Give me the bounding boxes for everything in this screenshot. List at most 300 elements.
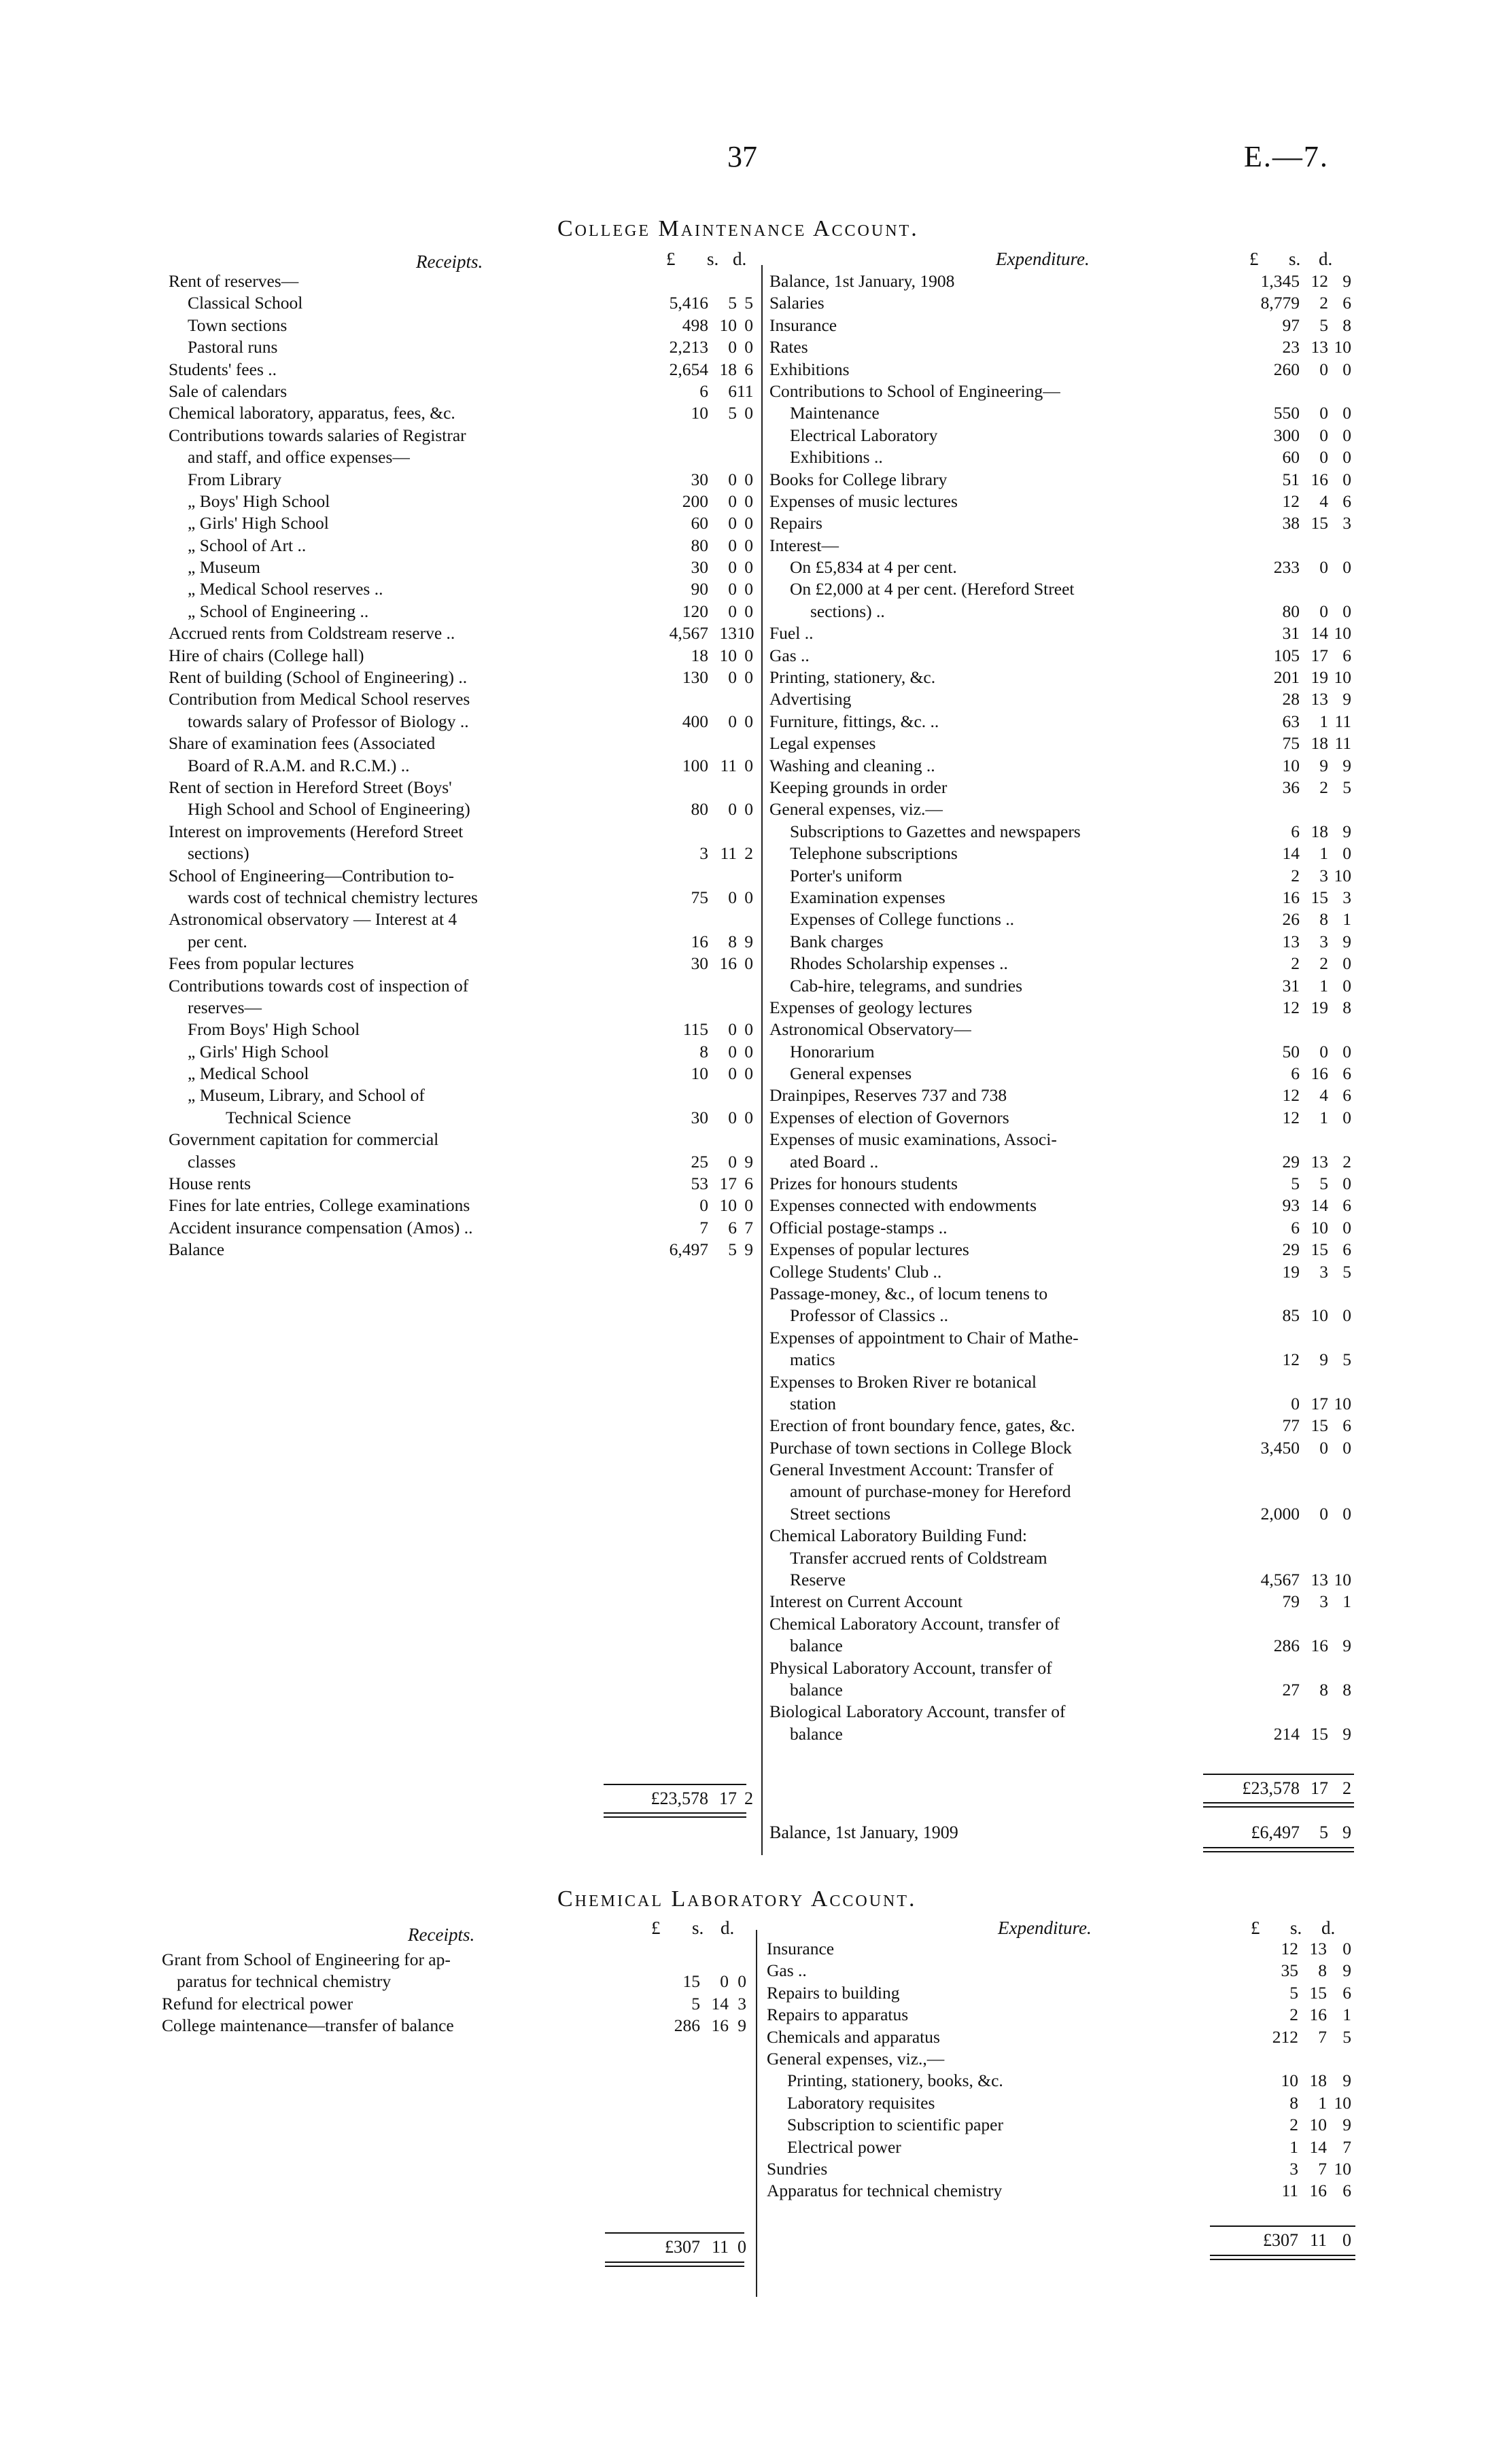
maintenance-receipt-shillings: 0 <box>728 513 737 533</box>
maintenance-receipt-label: Rent of reserves— <box>169 271 299 291</box>
maintenance-expenditure-row <box>769 1041 1354 1063</box>
chemical-expenditure-label: Chemicals and apparatus <box>767 2026 940 2047</box>
maintenance-expenditure-label: Passage-money, &c., of locum tenens to <box>769 1283 1048 1303</box>
maintenance-expenditure-pounds: 3,450 <box>1260 1437 1300 1458</box>
maintenance-receipt-label: Sale of calendars <box>169 381 288 401</box>
chemical-expenditure-pence: 1 <box>1342 2005 1351 2025</box>
maintenance-expenditure-row <box>769 1195 1354 1216</box>
maintenance-receipt-pounds: 30 <box>691 953 708 974</box>
maintenance-expenditure-label: Expenses of geology lectures <box>769 997 973 1017</box>
maintenance-expenditure-label: Expenses of popular lectures <box>769 1239 969 1260</box>
maintenance-expenditure-label: Reserve <box>790 1570 846 1590</box>
maintenance-expenditure-pounds: 201 <box>1273 667 1300 688</box>
maintenance-receipt-label: Board of R.A.M. and R.C.M.) .. <box>188 755 410 775</box>
maintenance-receipt-row <box>169 1063 753 1085</box>
maintenance-expenditure-label: Bank charges <box>790 931 884 951</box>
maintenance-expenditure-row <box>769 1129 1354 1150</box>
maintenance-receipt-pence: 0 <box>744 1107 753 1127</box>
maintenance-expenditure-shillings: 3 <box>1319 1591 1328 1612</box>
maintenance-receipt-row <box>169 292 753 314</box>
chemical-receipt-row <box>162 1993 748 2015</box>
maintenance-receipt-pounds: 5,416 <box>669 293 708 313</box>
maintenance-expenditure-shillings: 0 <box>1319 359 1328 379</box>
chemical-expenditure-shillings: 13 <box>1309 1939 1327 1958</box>
chemical-expenditure-pence: 9 <box>1342 2071 1351 2091</box>
chemical-title: Chemical Laboratory Account. <box>557 1886 917 1912</box>
maintenance-expenditure-shillings: 18 <box>1311 821 1328 841</box>
maintenance-expenditure-label: Drainpipes, Reserves 737 and 738 <box>769 1085 1007 1106</box>
maintenance-receipt-shillings: 0 <box>728 491 737 511</box>
maintenance-receipt-label: „ School of Art .. <box>188 535 307 555</box>
maintenance-receipt-label: „ Girls' High School <box>188 1041 329 1061</box>
maintenance-expenditure-pence: 11 <box>1334 711 1351 731</box>
maintenance-receipt-label: reserves— <box>188 997 262 1017</box>
maintenance-receipt-label: Fees from popular lectures <box>169 953 354 974</box>
maintenance-receipt-row <box>169 997 753 1019</box>
maintenance-receipt-pounds: 200 <box>682 491 708 511</box>
chemical-expenditure-shillings: 15 <box>1309 1982 1327 2003</box>
maintenance-expenditure-pounds: 260 <box>1273 359 1300 379</box>
maintenance-expenditure-label: Porter's uniform <box>790 865 903 885</box>
maintenance-receipt-pounds: 6,497 <box>669 1239 708 1260</box>
maintenance-expenditure-pounds: 5 <box>1291 1174 1300 1194</box>
maintenance-expenditure-pence: 0 <box>1342 975 1351 996</box>
maintenance-expenditure-label: Expenses of music lectures <box>769 491 958 511</box>
chemical-expenditure-shillings: 16 <box>1309 2005 1327 2025</box>
maintenance-receipt-pounds: 16 <box>691 931 708 951</box>
maintenance-expenditure-pounds: 36 <box>1282 777 1300 797</box>
maintenance-expenditure-row <box>769 1239 1354 1261</box>
maintenance-expenditure-label: Expenses of music examinations, Associ- <box>769 1129 1057 1150</box>
maintenance-receipt-shillings: 0 <box>728 1107 737 1127</box>
maintenance-receipt-label: Technical Science <box>226 1107 351 1127</box>
maintenance-receipt-pounds: 0 <box>699 1195 708 1216</box>
maintenance-expenditure-row <box>769 425 1354 446</box>
maintenance-expenditure-pence: 1 <box>1342 1591 1351 1612</box>
maintenance-expenditure-label: Subscriptions to Gazettes and newspapers <box>790 821 1081 841</box>
maintenance-receipt-label: and staff, and office expenses— <box>188 447 410 468</box>
maintenance-expenditure-pounds: 2 <box>1291 865 1300 885</box>
maintenance-expenditure-pence: 0 <box>1342 425 1351 445</box>
maintenance-receipt-pounds: 90 <box>691 579 708 599</box>
maintenance-receipt-row <box>169 578 753 600</box>
maintenance-expenditure-pence: 10 <box>1334 667 1351 688</box>
maintenance-expenditure-shillings: 14 <box>1311 623 1328 644</box>
chemical-receipts-heading: Receipts. <box>408 1924 475 1945</box>
maintenance-receipt-pence: 9 <box>744 1239 753 1260</box>
chemical-expenditure-pence: 0 <box>1342 1939 1351 1958</box>
maintenance-receipt-label: sections) <box>188 843 249 864</box>
maintenance-expenditure-pounds: 2 <box>1291 953 1300 974</box>
maintenance-expenditure-row <box>769 1371 1354 1393</box>
maintenance-receipt-shillings: 0 <box>728 535 737 555</box>
maintenance-expenditure-label: Books for College library <box>769 469 948 489</box>
maintenance-receipt-pence: 9 <box>744 1151 753 1172</box>
maintenance-receipt-row <box>169 535 753 557</box>
maintenance-receipts-total-shillings: 17 <box>719 1789 737 1808</box>
maintenance-expenditure-pence: 9 <box>1342 931 1351 951</box>
maintenance-expenditure-row <box>769 931 1354 953</box>
maintenance-expenditure-pence: 0 <box>1342 1437 1351 1458</box>
maintenance-expenditure-pence: 6 <box>1342 491 1351 511</box>
maintenance-expenditure-pounds: 214 <box>1273 1723 1300 1744</box>
maintenance-expenditure-list <box>769 270 1354 1745</box>
maintenance-expenditure-row <box>769 512 1354 534</box>
maintenance-expenditure-pounds: 85 <box>1282 1305 1300 1326</box>
maintenance-expenditure-row <box>769 1679 1354 1701</box>
maintenance-closing-balance-shillings: 5 <box>1319 1823 1328 1842</box>
maintenance-expenditure-pence: 6 <box>1342 1063 1351 1084</box>
maintenance-receipt-shillings: 0 <box>728 667 737 688</box>
maintenance-expenditure-label: Expenses connected with endowments <box>769 1195 1037 1216</box>
maintenance-expenditure-pence: 0 <box>1342 359 1351 379</box>
maintenance-expenditure-shillings: 17 <box>1311 645 1328 665</box>
maintenance-expenditure-pence: 6 <box>1342 293 1351 313</box>
maintenance-expenditure-label: Physical Laboratory Account, transfer of <box>769 1657 1052 1678</box>
chemical-expenditure-pounds: 2 <box>1289 2115 1298 2135</box>
maintenance-expenditure-pence: 8 <box>1342 315 1351 335</box>
maintenance-receipt-label: classes <box>188 1151 236 1172</box>
maintenance-receipt-shillings: 0 <box>728 887 737 907</box>
maintenance-expenditure-row <box>769 1415 1354 1437</box>
maintenance-expenditure-label: Fuel .. <box>769 623 814 644</box>
maintenance-expenditure-pence: 8 <box>1342 1680 1351 1700</box>
maintenance-receipt-pounds: 25 <box>691 1151 708 1172</box>
maintenance-expenditure-row <box>769 469 1354 491</box>
maintenance-expenditure-pence: 10 <box>1334 623 1351 644</box>
chemical-expenditure-label: Printing, stationery, books, &c. <box>787 2071 1003 2091</box>
chemical-expenditure-pence: 5 <box>1342 2026 1351 2047</box>
maintenance-expenditure-shillings: 5 <box>1319 315 1328 335</box>
maintenance-receipt-label: Rent of building (School of Engineering) .. <box>169 667 468 688</box>
maintenance-expenditure-pounds: 233 <box>1273 557 1300 578</box>
maintenance-expenditure-label: Expenses of appointment to Chair of Mathe- <box>769 1327 1079 1348</box>
maintenance-expenditure-shillings: 0 <box>1319 403 1328 423</box>
chemical-expenditure-shillings: 1 <box>1318 2092 1327 2113</box>
maintenance-expenditure-pence: 10 <box>1334 865 1351 885</box>
chemical-expenditure-pence: 7 <box>1342 2136 1351 2157</box>
maintenance-expenditure-row <box>769 975 1354 997</box>
chemical-expenditure-list <box>767 1938 1355 2202</box>
maintenance-expenditure-label: Exhibitions <box>769 359 850 379</box>
maintenance-expenditure-pence: 0 <box>1342 1041 1351 1061</box>
maintenance-receipt-pence: 0 <box>744 1195 753 1216</box>
maintenance-receipt-label: Classical School <box>188 293 303 313</box>
maintenance-expenditure-shillings: 19 <box>1311 667 1328 688</box>
chemical-expenditure-pounds: 10 <box>1281 2071 1298 2091</box>
maintenance-expenditure-row <box>769 645 1354 667</box>
maintenance-expenditure-pounds: 28 <box>1282 689 1300 709</box>
maintenance-receipt-pounds: 130 <box>682 667 708 688</box>
maintenance-expenditure-row <box>769 446 1354 468</box>
chemical-expenditure-shilling-heading: s. <box>1290 1918 1302 1938</box>
maintenance-receipt-row <box>169 733 753 754</box>
maintenance-receipt-shillings: 6 <box>728 381 737 401</box>
maintenance-receipt-pence: 0 <box>744 601 753 621</box>
maintenance-closing-balance-rule-2 <box>1203 1851 1354 1852</box>
chemical-receipts-total-shillings: 11 <box>711 2237 729 2257</box>
maintenance-receipt-pounds: 30 <box>691 1107 708 1127</box>
maintenance-expenditure-pounds: 105 <box>1273 645 1300 665</box>
maintenance-receipt-row <box>169 315 753 336</box>
maintenance-receipt-shillings: 5 <box>728 293 737 313</box>
maintenance-expenditure-shillings: 9 <box>1319 1350 1328 1370</box>
maintenance-expenditure-row <box>769 1547 1354 1569</box>
maintenance-expenditure-label: Electrical Laboratory <box>790 425 938 445</box>
chemical-receipts-total-row <box>162 2236 748 2259</box>
chemical-receipt-label: College maintenance—transfer of balance <box>162 2016 454 2036</box>
maintenance-receipt-pence: 10 <box>737 623 755 644</box>
maintenance-expenditure-pounds: 19 <box>1282 1261 1300 1282</box>
maintenance-expenditure-pence: 6 <box>1342 1239 1351 1260</box>
maintenance-receipt-pence: 0 <box>744 799 753 820</box>
maintenance-receipt-label: „ Girls' High School <box>188 513 329 533</box>
maintenance-receipt-row <box>169 557 753 578</box>
maintenance-receipt-pounds: 60 <box>691 513 708 533</box>
maintenance-receipt-pounds: 100 <box>682 755 708 775</box>
maintenance-expenditure-pence: 5 <box>1342 1350 1351 1370</box>
maintenance-receipt-row <box>169 446 753 468</box>
chemical-receipt-pence: 0 <box>738 1971 746 1992</box>
maintenance-expenditure-row <box>769 1635 1354 1657</box>
chemical-expenditure-total-rule-2 <box>1210 2259 1355 2260</box>
chemical-expenditure-shillings: 14 <box>1309 2136 1327 2157</box>
maintenance-expenditure-label: General Investment Account: Transfer of <box>769 1460 1054 1480</box>
maintenance-expenditure-label: Legal expenses <box>769 733 876 754</box>
maintenance-expenditure-pence: 10 <box>1334 1393 1351 1413</box>
chemical-expenditure-label: General expenses, viz.,— <box>767 2048 945 2069</box>
maintenance-receipt-pence: 0 <box>744 887 753 907</box>
maintenance-receipt-label: Astronomical observatory — Interest at 4 <box>169 909 457 930</box>
maintenance-receipt-row <box>169 601 753 622</box>
maintenance-receipt-pence: 0 <box>744 535 753 555</box>
maintenance-expenditure-row <box>769 997 1354 1019</box>
chemical-receipt-pence: 3 <box>738 1993 746 2013</box>
maintenance-receipt-label: Fines for late entries, College examinations <box>169 1195 470 1216</box>
maintenance-receipt-shillings: 5 <box>728 403 737 423</box>
maintenance-expenditure-row <box>769 1613 1354 1635</box>
maintenance-receipts-heading: Receipts. <box>416 251 483 272</box>
chemical-expenditure-total-rule-1 <box>1210 2255 1355 2256</box>
maintenance-expenditure-pence: 6 <box>1342 1085 1351 1106</box>
maintenance-expenditure-row <box>769 292 1354 314</box>
maintenance-receipt-pence: 7 <box>744 1217 753 1237</box>
maintenance-expenditure-heading: Expenditure. <box>996 249 1090 269</box>
chemical-receipt-label: paratus for technical chemistry <box>177 1971 392 1992</box>
maintenance-expenditure-pounds: 0 <box>1291 1393 1300 1413</box>
maintenance-expenditure-row <box>769 667 1354 688</box>
maintenance-expenditure-label: Expenses of College functions .. <box>790 909 1015 930</box>
maintenance-expenditure-total-rule-1 <box>1203 1802 1354 1803</box>
chemical-expenditure-row <box>767 1938 1355 1960</box>
maintenance-receipt-pounds: 498 <box>682 315 708 335</box>
maintenance-receipt-pence: 0 <box>744 1019 753 1040</box>
maintenance-expenditure-shillings: 0 <box>1319 601 1328 621</box>
chemical-receipt-pounds: 15 <box>682 1971 700 1992</box>
maintenance-receipt-label: „ Boys' High School <box>188 491 330 511</box>
maintenance-receipt-pence: 0 <box>744 953 753 974</box>
maintenance-expenditure-pounds: 6 <box>1291 1217 1300 1237</box>
maintenance-expenditure-label: Street sections <box>790 1503 891 1524</box>
maintenance-expenditure-row <box>769 711 1354 733</box>
chemical-receipts-shilling-heading: s. <box>692 1918 704 1938</box>
chemical-expenditure-pounds: 8 <box>1289 2092 1298 2113</box>
maintenance-expenditure-row <box>769 1217 1354 1239</box>
maintenance-expenditure-pence: 5 <box>1342 1261 1351 1282</box>
maintenance-receipt-row <box>169 975 753 997</box>
chemical-receipt-shillings: 0 <box>720 1971 729 1992</box>
maintenance-receipt-label: Pastoral runs <box>188 337 278 357</box>
maintenance-expenditure-label: Purchase of town sections in College Block <box>769 1437 1072 1458</box>
maintenance-receipt-pence: 0 <box>744 315 753 335</box>
maintenance-receipt-row <box>169 491 753 512</box>
maintenance-expenditure-shillings: 19 <box>1311 997 1328 1017</box>
chemical-expenditure-label: Repairs to building <box>767 1982 900 2003</box>
maintenance-receipt-shillings: 0 <box>728 1151 737 1172</box>
maintenance-expenditure-pounds: 51 <box>1282 469 1300 489</box>
chemical-expenditure-pounds: 212 <box>1272 2026 1298 2047</box>
maintenance-receipt-pence: 0 <box>744 491 753 511</box>
maintenance-expenditure-pounds: 79 <box>1282 1591 1300 1612</box>
maintenance-expenditure-pounds: 300 <box>1273 425 1300 445</box>
maintenance-receipt-pounds: 4,567 <box>669 623 708 644</box>
chemical-expenditure-row <box>767 2092 1355 2114</box>
maintenance-closing-balance-rule-1 <box>1203 1847 1354 1848</box>
maintenance-receipt-label: Chemical laboratory, apparatus, fees, &c. <box>169 403 455 423</box>
maintenance-expenditure-row <box>769 1723 1354 1745</box>
maintenance-receipt-row <box>169 402 753 424</box>
maintenance-receipt-shillings: 0 <box>728 711 737 731</box>
maintenance-expenditure-shillings: 0 <box>1319 1437 1328 1458</box>
maintenance-expenditure-shillings: 15 <box>1311 1239 1328 1260</box>
maintenance-receipt-shillings: 5 <box>728 1239 737 1260</box>
maintenance-expenditure-shillings: 13 <box>1311 1151 1328 1172</box>
chemical-expenditure-shillings: 18 <box>1309 2071 1327 2091</box>
maintenance-receipts-total-row <box>169 1787 753 1810</box>
maintenance-receipt-label: Town sections <box>188 315 288 335</box>
maintenance-expenditure-label: ated Board .. <box>790 1151 879 1172</box>
chemical-expenditure-pounds: 5 <box>1289 1982 1298 2003</box>
maintenance-receipt-shillings: 16 <box>719 953 737 974</box>
maintenance-expenditure-shillings: 13 <box>1311 337 1328 357</box>
maintenance-receipt-row <box>169 688 753 710</box>
maintenance-expenditure-row <box>769 1569 1354 1591</box>
maintenance-receipt-shillings: 0 <box>728 1063 737 1084</box>
chemical-expenditure-label: Insurance <box>767 1939 835 1958</box>
maintenance-expenditure-pounds: 26 <box>1282 909 1300 930</box>
maintenance-expenditure-label: Maintenance <box>790 403 880 423</box>
maintenance-expenditure-label: Prizes for honours students <box>769 1174 958 1194</box>
maintenance-expenditure-total-pence: 2 <box>1342 1778 1351 1798</box>
maintenance-receipt-label: „ School of Engineering .. <box>188 601 369 621</box>
maintenance-expenditure-shillings: 12 <box>1311 271 1328 291</box>
maintenance-receipt-row <box>169 711 753 733</box>
maintenance-receipt-pounds: 3 <box>699 843 708 864</box>
maintenance-receipt-label: Share of examination fees (Associated <box>169 733 436 754</box>
chemical-expenditure-label: Apparatus for technical chemistry <box>767 2181 1003 2201</box>
maintenance-expenditure-shillings: 15 <box>1311 887 1328 907</box>
maintenance-receipt-label: per cent. <box>188 931 247 951</box>
maintenance-receipt-pounds: 8 <box>699 1041 708 1061</box>
maintenance-expenditure-row <box>769 535 1354 557</box>
maintenance-receipt-label: wards cost of technical chemistry lectures <box>188 887 478 907</box>
maintenance-receipts-pence-heading: d. <box>733 249 747 269</box>
maintenance-expenditure-shillings: 1 <box>1319 975 1328 996</box>
chemical-receipt-row <box>162 1971 748 1992</box>
maintenance-expenditure-label: Chemical Laboratory Building Fund: <box>769 1526 1027 1546</box>
maintenance-receipt-row <box>169 887 753 909</box>
maintenance-receipt-label: Students' fees .. <box>169 359 277 379</box>
maintenance-expenditure-pence: 6 <box>1342 645 1351 665</box>
chemical-receipt-row <box>162 2015 748 2037</box>
chemical-receipt-shillings: 14 <box>711 1993 729 2013</box>
maintenance-closing-balance-pence: 9 <box>1342 1823 1351 1842</box>
maintenance-receipt-pounds: 10 <box>691 1063 708 1084</box>
maintenance-expenditure-pounds: 1,345 <box>1260 271 1300 291</box>
maintenance-expenditure-shillings: 0 <box>1319 557 1328 578</box>
maintenance-expenditure-pence: 8 <box>1342 997 1351 1017</box>
maintenance-receipt-row <box>169 667 753 688</box>
maintenance-expenditure-label: Examination expenses <box>790 887 946 907</box>
maintenance-receipt-pounds: 80 <box>691 535 708 555</box>
maintenance-expenditure-row <box>769 865 1354 887</box>
chemical-expenditure-pounds: 35 <box>1281 1960 1298 1981</box>
maintenance-expenditure-pence: 6 <box>1342 1415 1351 1436</box>
chemical-receipt-pounds: 286 <box>674 2016 700 2036</box>
maintenance-expenditure-label: Furniture, fittings, &c. .. <box>769 711 939 731</box>
maintenance-expenditure-row <box>769 1151 1354 1173</box>
maintenance-expenditure-label: Erection of front boundary fence, gates, &c. <box>769 1415 1075 1436</box>
maintenance-expenditure-row <box>769 578 1354 600</box>
maintenance-expenditure-label: Insurance <box>769 315 837 335</box>
maintenance-receipt-pence: 0 <box>744 645 753 665</box>
maintenance-expenditure-pence: 5 <box>1342 777 1351 797</box>
chemical-expenditure-label: Sundries <box>767 2158 828 2179</box>
maintenance-receipt-label: School of Engineering—Contribution to- <box>169 865 454 885</box>
maintenance-receipt-row <box>169 798 753 820</box>
maintenance-expenditure-label: General expenses <box>790 1063 912 1084</box>
chemical-expenditure-row <box>767 1982 1355 2004</box>
maintenance-expenditure-label: General expenses, viz.— <box>769 799 943 820</box>
maintenance-expenditure-shillings: 13 <box>1311 689 1328 709</box>
maintenance-receipt-label: High School and School of Engineering) <box>188 799 470 820</box>
maintenance-receipt-pounds: 115 <box>682 1019 708 1040</box>
maintenance-receipt-row <box>169 645 753 667</box>
maintenance-expenditure-pounds: 12 <box>1282 1085 1300 1106</box>
maintenance-receipt-row <box>169 270 753 292</box>
chemical-receipts-total-rule-2 <box>605 2266 744 2267</box>
chemical-receipts-total-rule-top <box>605 2232 744 2234</box>
maintenance-expenditure-row <box>769 887 1354 909</box>
maintenance-receipt-pence: 6 <box>744 359 753 379</box>
maintenance-expenditure-pounds: 12 <box>1282 491 1300 511</box>
chemical-receipt-row <box>162 1949 748 1971</box>
chemical-expenditure-pound-heading: £ <box>1251 1918 1260 1938</box>
chemical-expenditure-row <box>767 2070 1355 2092</box>
maintenance-expenditure-pence: 9 <box>1342 1636 1351 1656</box>
maintenance-expenditure-shillings: 2 <box>1319 777 1328 797</box>
maintenance-receipts-total-rule-top <box>604 1784 746 1785</box>
maintenance-expenditure-pounds: 23 <box>1282 337 1300 357</box>
maintenance-expenditure-pounds: 16 <box>1282 887 1300 907</box>
maintenance-receipt-shillings: 0 <box>728 579 737 599</box>
maintenance-expenditure-label: Washing and cleaning .. <box>769 755 935 775</box>
chemical-expenditure-row <box>767 2114 1355 2136</box>
maintenance-expenditure-pence: 0 <box>1342 843 1351 864</box>
maintenance-receipt-pence: 9 <box>744 931 753 951</box>
maintenance-expenditure-pounds: 93 <box>1282 1195 1300 1216</box>
maintenance-receipt-pounds: 18 <box>691 645 708 665</box>
